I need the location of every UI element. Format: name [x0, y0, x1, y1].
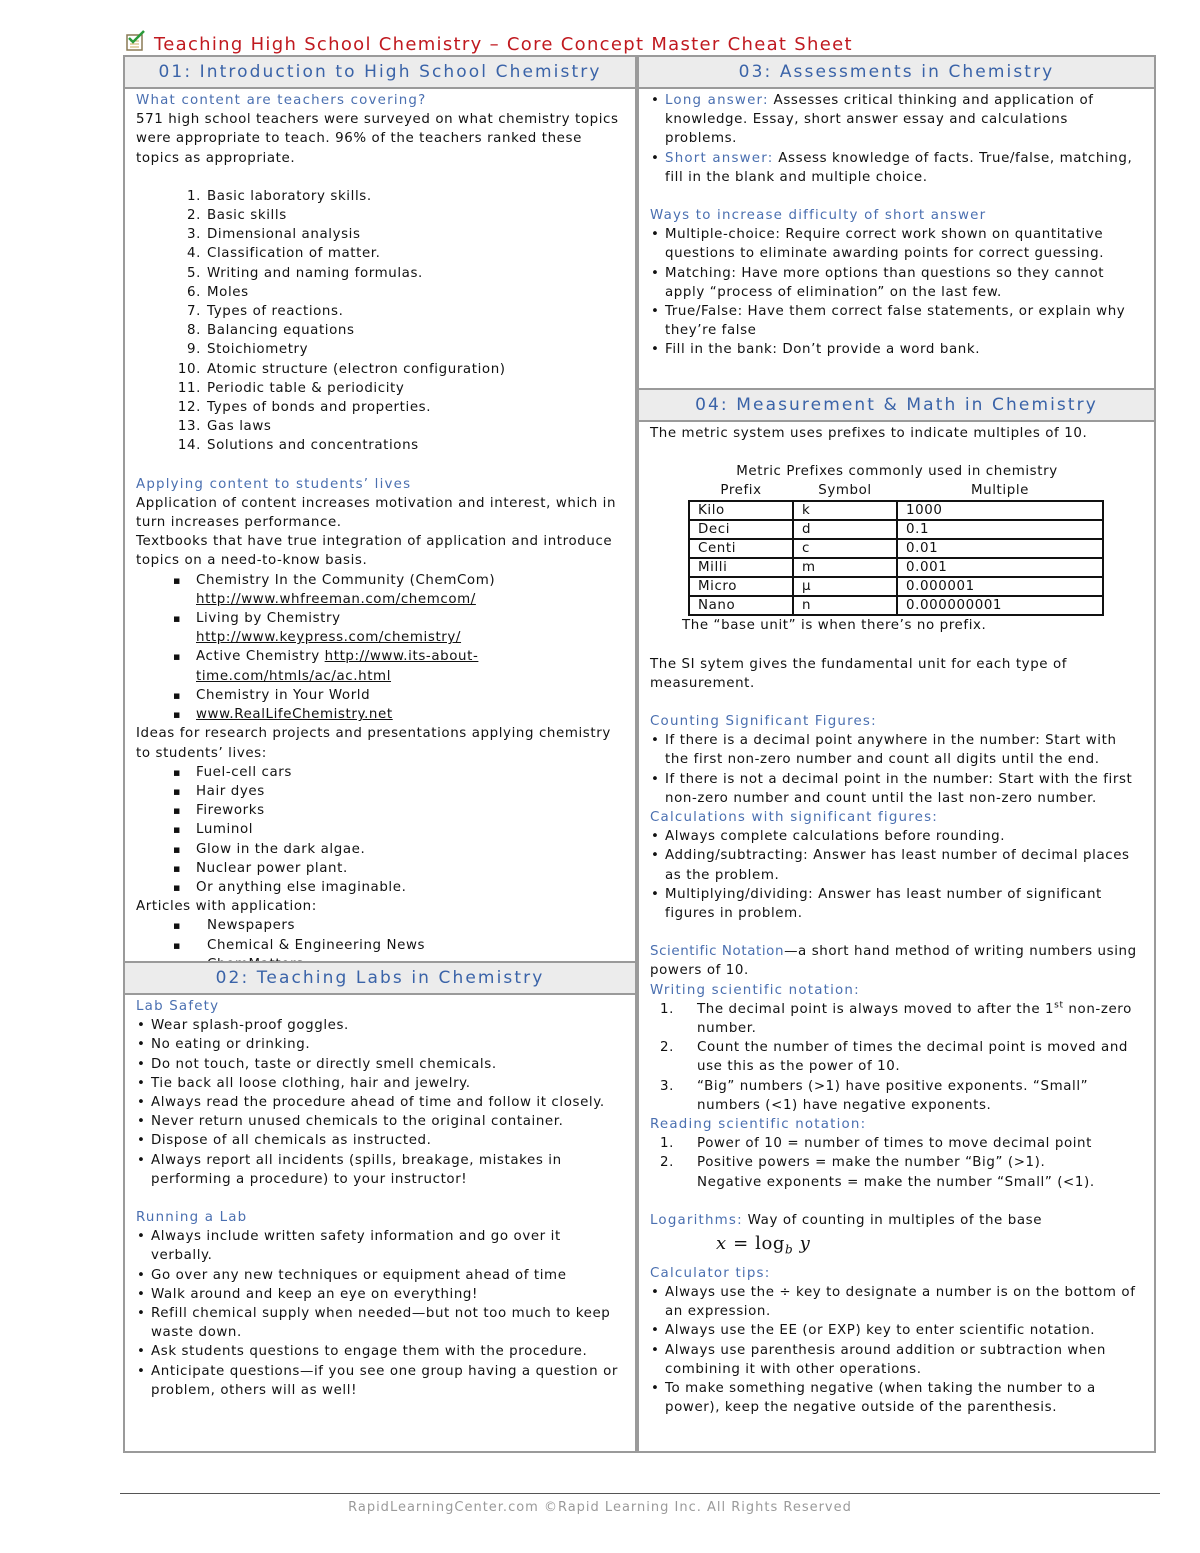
section-01 [123, 55, 637, 963]
list-item: 3. Dimensional analysis [187, 227, 361, 243]
ideas-paragraph: Ideas for research projects and presentations applying chemistry to students’ lives: [136, 726, 611, 761]
table-row: Micro µ 0.000001 [689, 577, 1103, 596]
running-lab-list [136, 1227, 625, 1400]
active-chemistry-link[interactable]: http://www.its-about-time.com/htmls/ac/ac.html [196, 649, 479, 684]
list-item: • Do not touch, taste or directly smell chemicals. [136, 1055, 625, 1074]
logarithms-text: Logarithms: Way of counting in multiples of the base [650, 1212, 1043, 1228]
section-04-header: 04: Measurement & Math in Chemistry [639, 390, 1154, 422]
list-item: • True/False: Have them correct false statements, or explain why they’re false [650, 302, 1144, 340]
list-item: • Go over any new techniques or equipment ahead of time [136, 1266, 625, 1285]
si-system-text: The SI sytem gives the fundamental unit for each type of measurement. [650, 656, 1068, 691]
table-row: Centi c 0.01 [689, 539, 1103, 558]
calc-sigfig-list [650, 827, 1144, 923]
list-item: • No eating or drinking. [136, 1035, 625, 1054]
footer: RapidLearningCenter.com ©Rapid Learning Inc. All Rights Reserved [348, 1500, 852, 1515]
reallifechemistry-link[interactable]: www.RealLifeChemistry.net [196, 707, 393, 723]
list-item: 1. Power of 10 = number of times to move decimal point [660, 1136, 1092, 1152]
section-03 [637, 55, 1156, 390]
list-item: ▪ Luminol [136, 820, 625, 839]
list-item: ▪ Active Chemistry http://www.its-about-time.com/htmls/ac/ac.html [136, 647, 625, 685]
assessment-types-list [650, 91, 1144, 187]
list-item: • Wear splash-proof goggles. [136, 1016, 625, 1035]
list-item: • Always include written safety information and go over it verbally. [136, 1227, 625, 1265]
list-item: 14. Solutions and concentrations [177, 438, 419, 454]
list-item: • Never return unused chemicals to the original container. [136, 1112, 625, 1131]
list-item: ▪ Newspapers [136, 916, 625, 935]
list-item: ▪ Chemistry in Your World [136, 686, 625, 705]
list-item: • Short answer: Assess knowledge of facts. True/false, matching, fill in the blank and multiple choice. [650, 149, 1144, 187]
list-item: • Ask students questions to engage them with the procedure. [136, 1342, 625, 1361]
list-item: ▪ Living by Chemistry http://www.keypress.com/chemistry/ [136, 609, 625, 647]
list-item: 11. Periodic table & periodicity [177, 380, 405, 396]
checklist-icon [124, 30, 148, 52]
footer-divider [120, 1493, 1160, 1494]
table-row: Milli m 0.001 [689, 558, 1103, 577]
list-item: • To make something negative (when taking the number to a power), keep the negative outside of the parenthesis. [650, 1379, 1144, 1417]
list-item: 1. The decimal point is always moved to after the 1st non-zero number. [660, 1000, 1132, 1037]
list-item: • Refill chemical supply when needed—but not too much to keep waste down. [136, 1304, 625, 1342]
section-02 [123, 961, 637, 1453]
section-04 [637, 388, 1156, 1453]
list-item: • Multiple-choice: Require correct work shown on quantitative questions to eliminate awarding points for correct guessing. [650, 225, 1144, 263]
table-row: Kilo k 1000 [689, 501, 1103, 520]
list-item: ▪ Fireworks [136, 801, 625, 820]
log-formula: $x = \log_b y$ [716, 1233, 811, 1257]
list-item: 6. Moles [187, 284, 249, 300]
sigfig-heading: Counting Significant Figures: [650, 714, 877, 730]
list-item: 9. Stoichiometry [187, 342, 309, 358]
section-01-header: 01: Introduction to High School Chemistry [125, 57, 635, 89]
reading-sci-list [650, 1134, 1144, 1192]
list-item: • Always complete calculations before rounding. [650, 827, 1144, 846]
list-item: • If there is not a decimal point in the number: Start with the first non-zero number and count until the last non-zero number. [650, 770, 1144, 808]
table-header: Symbol [818, 483, 872, 499]
list-item: • If there is a decimal point anywhere in the number: Start with the first non-zero number and count all digits until the end. [650, 731, 1144, 769]
table-row: Deci d 0.1 [689, 520, 1103, 539]
metric-table-caption: Metric Prefixes commonly used in chemistry [736, 464, 1058, 480]
list-item: • Always use parenthesis around addition or subtraction when combining it with other operations. [650, 1341, 1144, 1379]
list-item [136, 705, 625, 724]
list-item: 12. Types of bonds and properties. [177, 400, 432, 416]
list-item: • Multiplying/dividing: Answer has least number of significant figures in problem. [650, 885, 1144, 923]
chemcom-link[interactable]: http://www.whfreeman.com/chemcom/ [196, 591, 476, 607]
list-item: 3. “Big” numbers (>1) have positive exponents. “Small” numbers (<1) have negative exponents. [660, 1078, 1089, 1113]
calc-sigfig-heading: Calculations with significant figures: [650, 810, 938, 826]
list-item: ▪ Glow in the dark algae. [136, 840, 625, 859]
list-item: • Matching: Have more options than questions so they cannot apply “process of elimination” on the last few. [650, 264, 1144, 302]
list-item: • Walk around and keep an eye on everything! [136, 1285, 625, 1304]
list-item: 13. Gas laws [177, 419, 272, 435]
ideas-list [136, 763, 625, 897]
cheat-sheet [123, 55, 1157, 1453]
list-item: • Always read the procedure ahead of time and follow it closely. [136, 1093, 625, 1112]
list-item: • Dispose of all chemicals as instructed. [136, 1131, 625, 1150]
writing-sci-heading: Writing scientific notation: [650, 982, 860, 998]
page-title: Teaching High School Chemistry – Core Concept Master Cheat Sheet [154, 34, 853, 55]
reading-sci-heading: Reading scientific notation: [650, 1117, 867, 1133]
lab-safety-heading: Lab Safety [136, 999, 220, 1014]
list-item: 2. Positive powers = make the number “Big” (>1). Negative exponents = make the number “Small” (<1). [660, 1155, 1095, 1190]
difficulty-list [650, 225, 1144, 359]
table-header: Prefix [720, 483, 762, 499]
list-item: ▪ Hair dyes [136, 782, 625, 801]
topics-list [136, 187, 625, 456]
list-item: ▪ Chemistry In the Community (ChemCom) http://www.whfreeman.com/chemcom/ [136, 571, 625, 609]
list-item: 5. Writing and naming formulas. [187, 265, 423, 281]
list-item: 4. Classification of matter. [187, 246, 381, 262]
running-lab-heading: Running a Lab [136, 1210, 248, 1226]
list-item: • Always use the ÷ key to designate a number is on the bottom of an expression. [650, 1283, 1144, 1321]
list-item: • Adding/subtracting: Answer has least number of decimal places as the problem. [650, 846, 1144, 884]
sigfig-list [650, 731, 1144, 808]
list-item: • Anticipate questions—if you see one group having a question or problem, others will as well! [136, 1362, 625, 1400]
calculator-tips-list [650, 1283, 1144, 1417]
list-item: ▪ Or anything else imaginable. [136, 878, 625, 897]
table-header: Multiple [971, 483, 1029, 499]
base-unit-note: The “base unit” is when there’s no prefix. [682, 618, 987, 634]
teachers-covering-heading: What content are teachers covering? [136, 93, 427, 108]
living-by-chemistry-link[interactable]: http://www.keypress.com/chemistry/ [196, 630, 462, 646]
list-item: 8. Balancing equations [187, 323, 355, 339]
title-row [124, 30, 1164, 56]
list-item: 10. Atomic structure (electron configuration) [177, 361, 506, 377]
articles-paragraph: Articles with application: [136, 899, 317, 915]
table-header-row [689, 481, 1103, 501]
apply-paragraph-2: Textbooks that have true integration of application and introduce topics on a need-to-know basis. [136, 534, 613, 569]
list-item: ▪ Fuel-cell cars [136, 763, 625, 782]
list-item: ▪ Nuclear power plant. [136, 859, 625, 878]
apply-paragraph-1: Application of content increases motivation and interest, which in turn increases performance. [136, 495, 617, 531]
list-item: • Fill in the bank: Don’t provide a word bank. [650, 340, 1144, 359]
sci-notation-text: Scientific Notation—a short hand method of writing numbers using powers of 10. [650, 944, 1137, 979]
list-item: • Always report all incidents (spills, breakage, mistakes in performing a procedure) to your instructor! [136, 1151, 625, 1189]
textbook-list [136, 571, 625, 725]
list-item: ▪ Chemical & Engineering News [136, 936, 625, 955]
applying-content-heading: Applying content to students’ lives [136, 476, 412, 492]
lab-safety-list [136, 1016, 625, 1189]
list-item: 2. Count the number of times the decimal point is moved and use this as the power of 10. [660, 1040, 1129, 1075]
list-item: • Always use the EE (or EXP) key to enter scientific notation. [650, 1321, 1144, 1340]
writing-sci-list [650, 1000, 1144, 1115]
section-02-header: 02: Teaching Labs in Chemistry [125, 963, 635, 995]
list-item: 7. Types of reactions. [187, 304, 344, 320]
list-item: 2. Basic skills [187, 208, 287, 224]
survey-intro: 571 high school teachers were surveyed on what chemistry topics were appropriate to teach. 96% of the teachers ranked these topics as appropriate. [136, 112, 619, 166]
metric-prefix-table [688, 481, 1104, 616]
metric-intro: The metric system uses prefixes to indicate multiples of 10. [650, 426, 1088, 441]
list-item: • Tie back all loose clothing, hair and jewelry. [136, 1074, 625, 1093]
list-item: • Long answer: Assesses critical thinking and application of knowledge. Essay, short answer essay and calculations problems. [650, 91, 1144, 149]
list-item: 1. Basic laboratory skills. [187, 188, 372, 204]
section-03-header: 03: Assessments in Chemistry [639, 57, 1154, 89]
difficulty-heading: Ways to increase difficulty of short answer [650, 208, 987, 224]
table-row: Nano n 0.000000001 [689, 596, 1103, 615]
calculator-tips-heading: Calculator tips: [650, 1265, 771, 1281]
